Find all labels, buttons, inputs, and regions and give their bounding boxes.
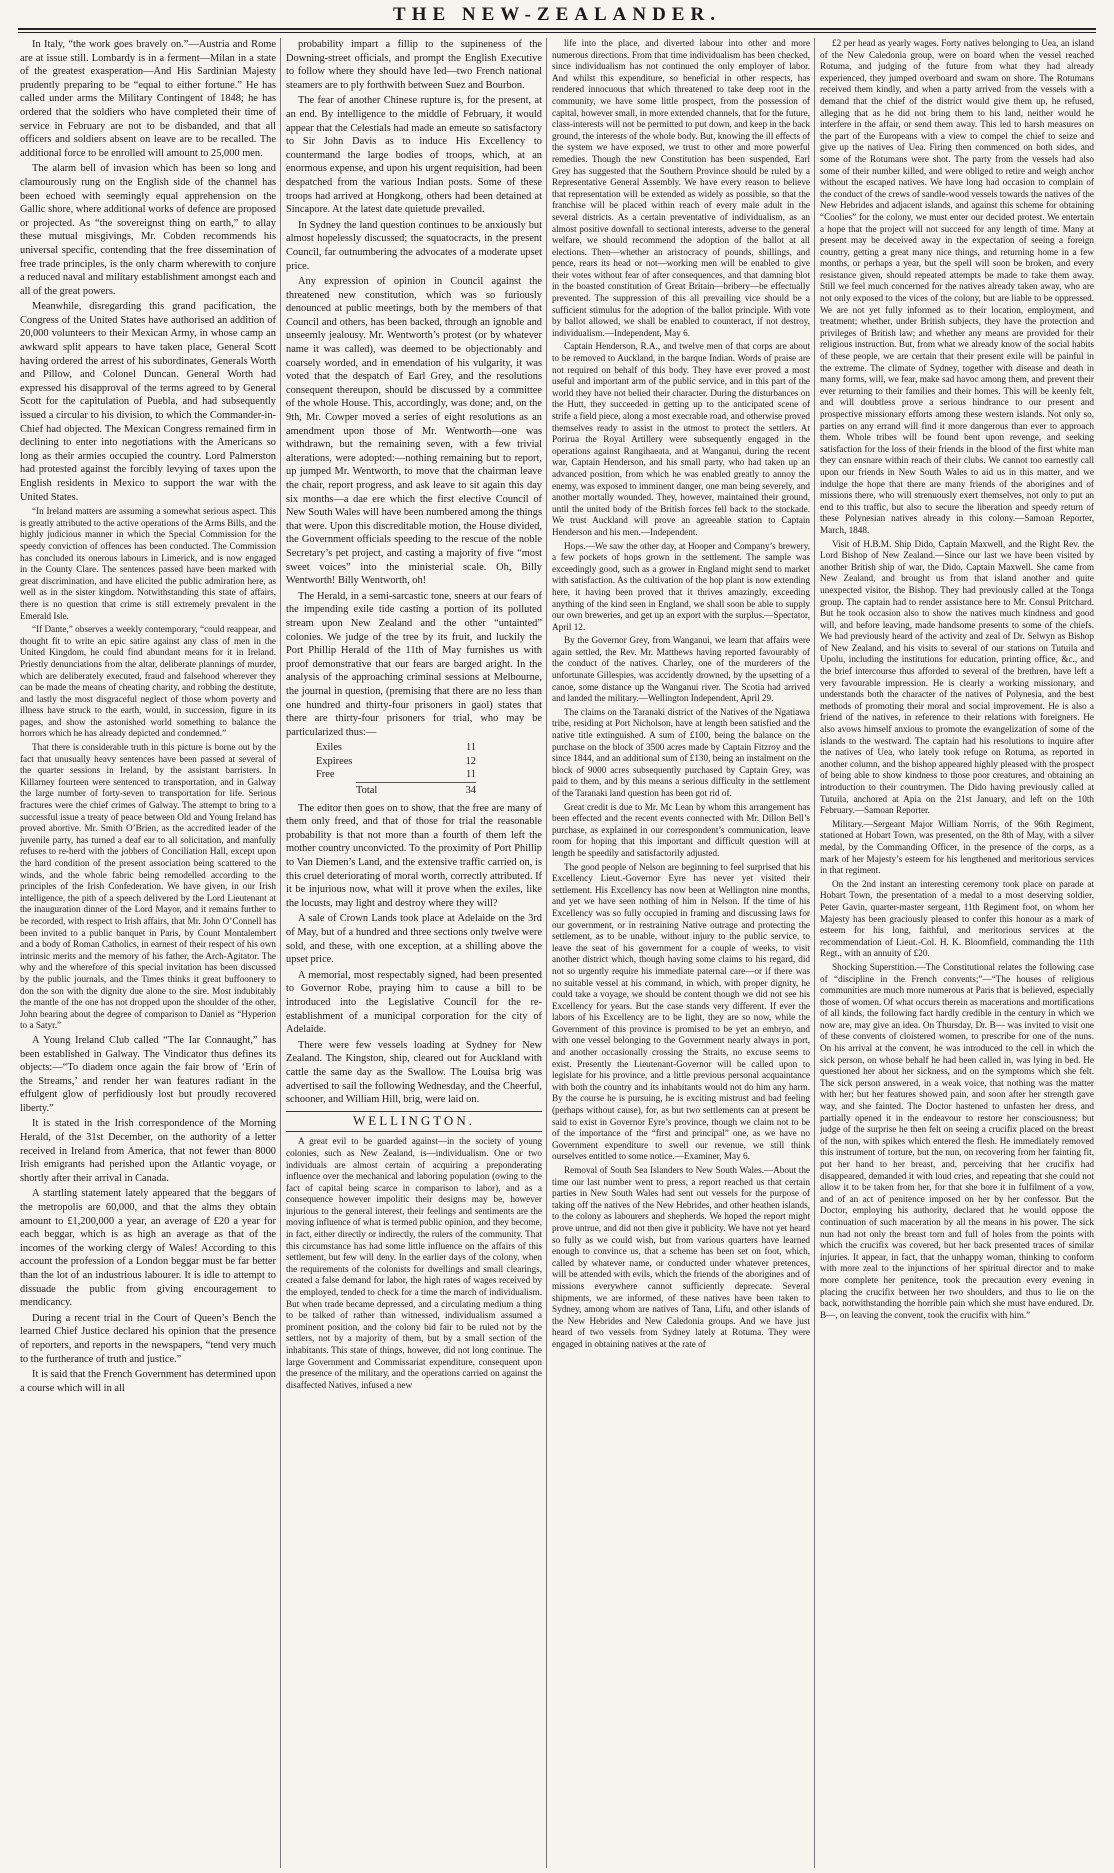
article-paragraph: “If Dante,” observes a weekly contemporary, “could reappear, and thought fit to write an epic satire against any class of men in the United Kingdom, he could find abundant means for it in Ireland. Priestly denunciations from the altar, deliberate plannings of murder, which are deliberately executed, fraud and falsehood wherever they can be made the means of cheating charity, and robbing the destitute, and lastly the most disgraceful neglect of those whom poverty and illness have struck to the earth, would, in succession, figure in its pages, and show the astonished world something to balance the horrors which he has already depicted and condemned.” (20, 624, 276, 739)
article-paragraph: The fear of another Chinese rupture is, for the present, at an end. By intelligence to the middle of February, it would appear that the Celestials had made an emeute so satisfactory to Sir John Davis as to induce His Excellency to countermand the large bodies of troops, which, at an enormous expense, and upon his urgent requisition, had been despatched from the various Indian posts. Some of these troops had arrived at Hongkong, others had been detained at Sincapore. At the latest date quietude prevailed. (286, 95, 542, 216)
article-paragraph: The editor then goes on to show, that the free are many of them only freed, and that of those for trial the reasonable probability is that not more than a fourth of them left the mother country unconvicted. To the proximity of Port Phillip to Van Diemen’s Land, and the extensive traffic carried on, is this cruel deteriorating of moral worth, correctly attributed. If it be injurious now, what will it prove when the exiles, like the locusts, may light and destroy where they will? (286, 802, 542, 909)
tally-total (356, 782, 476, 798)
tally-label: Expirees (316, 755, 353, 767)
article-paragraph: The alarm bell of invasion which has been so long and clamourously rung on the English side of the channel has been echoed with seemingly equal apprehension on the Gallic shore, where additional works of defence are proposed or projected. As “the sovereignst thing on earth,” to allay these mutual misgivings, Mr. Cobden recommends his universal specific, contending that the free dissemination of free trade principles, is the only charm wherewith to conjure a reduced naval and military establishment amongst each and all of the great powers. (20, 163, 276, 297)
article-paragraph: In Sydney the land question continues to be anxiously but almost hopelessly discussed; the squatocracts, in the present Council, far outnumbering the advocates of a moderate upset price. (286, 219, 542, 272)
column-2 (286, 38, 542, 1868)
article-paragraph: During a recent trial in the Court of Queen’s Bench the learned Chief Justice declared his opinion that the presence of reporters, and reports in the newspapers, “tend very much to the furtherance of truth and justice.” (20, 1312, 276, 1365)
article-paragraph: Great credit is due to Mr. Mc Lean by whom this arrangement has been effected and the recent events connected with Mr. Dillon Bell’s purchase, as explained in our correspondent’s communication, leave room for hoping that this important and difficult question will at length be speedily and satisfactorily adjusted. (552, 801, 810, 858)
tally-value: 11 (465, 742, 476, 754)
column-1 (20, 38, 276, 1868)
article-paragraph: £2 per head as yearly wages. Forty natives belonging to Uea, an island of the New Caledonia group, were on board when the vessel reached Rotuma, and judging of the future from what they had already experienced, they jumped overboard and swam on shore. The Rotumans received them kindly, and when a party arrived from the vessels with a demand that the chief of the district would give them up, he refused, alleging that as he did not bring them to his land, neither would he interfere in the affair, or send them away. This led to harsh measures on the part of the Europeans with a view to compel the chief to seize and give up the natives of Uea. Firing then commenced on both sides, and some of the Rotumans were shot. The party from the vessels had also some of their number killed, and were obliged to retire and weigh anchor without the escaped natives. We have long had occasion to complain of the conduct of the crews of sandle-wood vessels towards the natives of the New Hebrides and adjacent islands, and against this scheme for obtaining “Coolies” for the colony, we must enter our decided protest. We entertain a hope that the project will not succeed for any length of time. Many at present may be deceived away in the expectation of seeing a foreign country, getting a great many nice things, and returning home in a few months, or perhaps a year, but the spell will soon be broken, and every resistance given, should repeated attempts be made to take them away. Still we feel much concerned for the natives already taken away, who are not only exposed to the vices of the colony, but are liable to be oppressed. We are not yet fully informed as to their location, employment, and treatment; whether, under British subjects, they have the protection and privileges of British law; and whether any means are provided for their religious instruction. But, from what we already know of the social habits of these people, we are certain that their present exile will be painful in the extreme. The climate of Sydney, together with disease and death in many forms, will, we fear, make sad havoc among them, and prevent their ever returning to their families and their homes. This will be keenly felt, and will doubtless prove a serious hindrance to our present and prospective missionary efforts among these western islands. Not only so, parties on any errand will find it more dangerous than ever to approach them. Whole tribes will be found bent upon revenge, and seeking satisfaction for the loss of their friends in the blood of the first white man they can ensnare within reach of their clubs. We cannot too earnestly call upon our friends in New South Wales to aid us in this matter, and we indulge the hope that there are many friends of the aborigines and of missions there, who will strenuously exert themselves, not only to put an end to this traffic, but also to secure the liberation and speedy return of these Polynesian natives already in this colony.—Samoan Reporter, March, 1848. (820, 38, 1094, 535)
article-paragraph: Visit of H.B.M. Ship Dido, Captain Maxwell, and the Right Rev. the Lord Bishop of New Zealand.—Since our last we have been visited by another British ship of war, the Dido, Captain Maxwell. She came from New Zealand, and brought us from that island another and quite unexpected visitor, the Bishop. They had previously called at the Tonga group. The captain had to render assistance here to Mr. Consul Pritchard. But he took occasion also to show the natives much kindness and good will, and before leaving, made handsome presents to some of the chiefs. We had previously heard of the activity and zeal of Dr. Selwyn as Bishop of New Zealand, and his visits to several of our stations on Tutuila and Upolu, including the institutions for education, printing office, &c., and the brief intercourse thus afforded to several of the brethren, have left a very favourable impression. He is clearly a working missionary, and understands both the character of the natives of Polynesia, and the best methods of promoting their moral and social improvement. He is also a friend of the natives, in reference to their relations with foreigners. He also avows himself anxious to promote the evangelization of some of the islands to the westward. The captain had his resolutions to inquire after the natives of Uea, who lately took refuge on Rotuma, as reported in another column, and the bishop appeared highly pleased with the prospect of being able to show kindness to those poor creatures, and obtaining an introduction to their countrymen. The Dido having previously called at Tutuila, anchored at Apia on the 21st January, and left on the 10th February.—Samoan Reporter. (820, 538, 1094, 816)
column-divider (280, 38, 281, 1868)
article-paragraph: Meanwhile, disregarding this grand pacification, the Congress of the United States have authorised an addition of 20,000 volunteers to their Mexican Army, in whose camp an awkward split appears to have taken place, General Scott having ordered the arrest of his subordinates, Generals Worth and Pillow, and Colonel Duncan. General Worth had expressed his disapproval of the terms agreed to by General Scott for the capitulation of Puebla, and had subsequently issued a circular to his division, to which the Commander-in-Chief had objected. The Mexican Congress remained firm in declining to enter into negotiations with the Americans so long as their armies occupied the country. Lord Palmerston had protested against the forcibly levying of taxes upon the English residents in Mexico to support the war with the United States. (20, 301, 276, 503)
article-paragraph: Captain Henderson, R.A., and twelve men of that corps are about to be removed to Auckland, in the barque Indian. Words of praise are not required on behalf of this body. They have ever proved a most useful and important arm of the public service, and in this part of the world they have not belied their character. During the disturbances on the Hutt, they succeeded in getting up to the anticipated scene of strife a field piece, along a most execrable road, and otherwise proved themselves ready to assist in the utmost to protect the settlers. At Porirua the Royal Artillery were subsequently engaged in the operations against Rangihaeata, and at Wanganui, during the recent war, Captain Henderson, and his small party, who had taken up an advanced position, from which he was enabled greatly to annoy the enemy, was exposed to imminent danger, one man being severely, and another mortally wounded. They, however, maintained their ground, until the united body of the British forces fell back to the stockade. We trust Auckland will prove an agreeable station to Captain Henderson and his men.—Independent. (552, 341, 810, 537)
article-paragraph: Shocking Superstition.—The Constitutional relates the following case of “discipline in the French convents;”—“The houses of religious communities are much more numerous at Paris that is believed, especially those of women. Of what occurs therein as macerations and mortifications of all kinds, the following fact hardly credible in the century in which we now are, may give an idea. On Thursday, Dr. B— was invited to visit one of these convents of cloistered women, to prescribe for one of the nuns. On his arrival at the convent, he was introduced to the cell in which the sick person, on whose behalf he had been called in, was lying in bed. He questioned her about her sickness, and on the symptoms which she felt. The sick person answered, in a weak voice, that nothing was the matter with her; but her features showed pain, and soon after her strength gave way, and she fainted. The Doctor hastened to unfasten her dress, and partially opened it in the endeavour to restore her consciousness; but judge of the surprise he then felt on seeing a crucifix placed on the breast of the nun, with spikes which entered the flesh. He immediately removed this instrument of torture, but the nun, on recovering from her fainting fit, put her hand to her breast, and, perceiving that her crucifix had disappeared, demanded it with loud cries, and repeating that she could not allow it to be taken from her, for that she bore it in fulfilment of a vow, and of an act of penitence imposed on her by her confessor. But the Doctor, employing his authority, declared that he would oppose the continuation of such maceration by all the means in his power. The sick nun had not only the breast torn and full of holes from the points with which the crucifix was covered, but her back presented traces of similar injuries. It appear, in fact, that the unhappy woman, thinking to conform with more zeal to the injunctions of her spiritual director and to make more complete her penitence, took the precaution every evening in placing the crucifix between her two shoulders, and thus to lie on the back, notwithstanding the horrible pain which she must have endured. Dr. B—, on leaving the convent, took the crucifix with him.” (820, 961, 1094, 1320)
article-paragraph: There were few vessels loading at Sydney for New Zealand. The Kingston, ship, cleared out for Auckland with cattle the same day as the Swallow. The Louisa brig was advertised to sail the following Wednesday, and the Cheerful, schooner, and William Hill, brig, were laid on. (286, 1039, 542, 1106)
article-paragraph: Hops.—We saw the other day, at Hooper and Company’s brewery, a few pockets of hops grown in the settlement. The sample was exceedingly good, such as a grower in England might send to market with satisfaction. As the cultivation of the hop plant is now extending here, it having been proved that it thrives amazingly, exceeding anything of the kind seen in England, we shall soon be able to supply our own breweries, and get up an export with the surplus.—Spectator, April 12. (552, 540, 810, 632)
tally-total-label: Total (356, 785, 378, 797)
prisoner-tally (316, 741, 476, 797)
article-paragraph: “In Ireland matters are assuming a somewhat serious aspect. This is greatly attributed to the active operations of the Arms Bills, and the highly judicious manner in which the Special Commission for the speedy conviction of offences has been conducted. The Commission has concluded its onerous labours in Limerick, and is now engaged in the County Clare. The sentences passed have been marked with great discrimination, and have elicited the public admiration here, as well as in the sister kingdom. Notwithstanding this state of affairs, there is no question that crime is still extremely prevalent in the Emerald Isle. (20, 506, 276, 621)
tally-total-value: 34 (465, 785, 476, 797)
tally-value: 11 (465, 769, 476, 781)
article-paragraph: A Young Ireland Club called “The Iar Connaught,” has been established in Galway. The Vindicator thus defines its objects:—“To diadem once again the fair brow of ‘Erin of the Streams,’ and render her wan features radiant in the effulgent glow of perfidiously lost but proudly recovered liberty.” (20, 1034, 276, 1114)
masthead-rule (18, 28, 1096, 30)
masthead-rule-thin (18, 32, 1096, 33)
article-paragraph: A sale of Crown Lands took place at Adelaide on the 3rd of May, but of a hundred and three sections only twelve were sold, and these, with one exception, at a shilling above the upset price. (286, 913, 542, 966)
article-paragraph: By the Governor Grey, from Wanganui, we learn that affairs were again settled, the Rev. Mr. Matthews having reported favourably of the conduct of the natives. Charley, one of the murderers of the unfortunate Gillespies, was accidently drowned, by the upsetting of a canoe, some distance up the Wanganui river. The Scotia had arrived and landed the military.—Wellington Independent, April 29. (552, 635, 810, 704)
tally-value: 12 (465, 755, 476, 767)
wellington-paragraph: A great evil to be guarded against—in the society of young colonies, such as New Zealand, is—individualism. One or two individuals are almost certain of acquiring a preponderating influence over the mechanical and laboring population (owing to the fact of capital being scarce in comparison to labor), and as a consequence however impolitic their designs may be, however injurious to the general interest, their feelings and sentiments are the moving influence of what is termed public opinion, and they become, in fact, either directly or indirectly, the rulers of the community. That this circumstance has had some little influence on the affairs of this settlement, but few will deny. In the earlier days of the colony, when the requirements of the colonists for dwellings and small clearings, created a false demand for labor, the high rates of wages received by the employed, tended to check for a time the march of individualism. But when trade became depressed, and a circulating medium a thing to be talked of rather than witnessed, individualism assumed a prominent position, and the colony bid fair to be ruled not by the settlers, not by a majority of them, but by a small section of the inhabitants. This state of things, however, did not long continue. The large Government and Commissariat expenditure, consequent upon the presence of the military, and the operations carried on against the disaffected Natives, infused a new (286, 1136, 542, 1390)
column-2-text-continued (286, 802, 542, 1107)
article-paragraph: It is said that the French Government has determined upon a course which will in all (20, 1369, 276, 1394)
tally-label: Free (316, 769, 335, 781)
tally-label: Exiles (316, 742, 342, 754)
article-paragraph: life into the place, and diverted labour into other and more numerous directions. From that time individualism has been checked, since individualism has not continued the only employer of labor. And whilst this expenditure, so beneficial in other respects, has rendered innocuous that which threatened to take deep root in the community, we have some little prospect, from the possession of capital, however small, in more extended channels, that for the future, class-interests will not be permitted to put down, and keep in the back ground, the interests of the whole body. But, knowing the ill effects of the system we have exposed, we trust to other and more powerful remedies. Though the new Constitution has been suspended, Earl Grey has suggested that the Southern Province should be ruled by a Representative General Assembly. We have every reason to believe that representation will be extended as widely as possible, so that the franchise will be placed within reach of every male adult in the several districts. As a certain preventative of individualism, as an almost positive downfall to sectional interests, adverse to the general welfare, we should recommend the adoption of the ballot at all elections. Then—whether an aristocracy of pounds, shillings, and pence, rears its head or not—working men will be enabled to give their votes without fear of after consequences, and that damning blot in the boasted constitution of Great Britain—bribery—be effectually prevented. The suppression of this all prevailing vice should be a sufficient stimulus for the adoption of the ballot principle. With vote by ballot allowed, we shall be enabled to counteract, if not destroy, individualism.—Independent, May 6. (552, 38, 810, 338)
column-divider (814, 38, 815, 1868)
article-paragraph: In Italy, “the work goes bravely on.”—Austria and Rome are at issue still. Lombardy is in a ferment—Milan in a state of the greatest exasperation—And His Sardinian Majesty prudently preparing to be “equal to either fortune.” He has called under arms the Military Contingent of 1848; he has ordered that the soldiers who have completed their time of service in February are not to be disbanded, and that all officers and soldiers absent on leave are to be recalled. The additional force to be enrolled will amount to 25,000 men. (20, 39, 276, 159)
masthead: THE NEW-ZEALANDER. (393, 4, 721, 25)
article-paragraph: Military.—Sergeant Major William Norris, of the 96th Regiment, stationed at Hobart Town, was presented, on the 8th of May, with a silver medal, by the Commanding Officer, in the presence of the corps, as a mark of her Majesty’s esteem for his lengthened and meritorious services in that regiment. (820, 818, 1094, 876)
column-4 (820, 38, 1094, 1868)
article-paragraph: On the 2nd instant an interesting ceremony took place on parade at Hobart Town, the presentation of a medal to a most deserving soldier, Peter Gavin, quarter-master sergeant, 11th Regiment foot, on whom her Majesty has been graciously pleased to confer this honour as a mark of esteem for his long, faithful, and meritorious services at the recommendation of Lieut.-Col. H. K. Bloomfield, commanding the 11th Regt., with an annuity of £20. (820, 878, 1094, 959)
column-divider (546, 38, 547, 1868)
article-paragraph: A startling statement lately appeared that the beggars of the metropolis are 60,000, and that the alms they obtain amount to £1,200,000 a year, an average of £20 a year for each beggar, which is as high an average as that of the incomes of the working clergy of Wales! According to this account the profession of a London beggar must be far better than the lot of an industrious labourer. It is idle to attempt to dissuade the public from giving encouragement to mendicancy. (20, 1188, 276, 1309)
column-3 (552, 38, 810, 1868)
wellington-article (286, 1136, 542, 1391)
tally-row (316, 768, 476, 782)
section-title-wellington: WELLINGTON. (353, 1112, 475, 1128)
article-paragraph: The Herald, in a semi-sarcastic tone, sneers at our fears of the impending exile tide casting a portion of its polluted stream upon New Zealand and the other “untainted” colonies. We judge of the tree by its fruit, and luckily the Port Phillip Herald of the 11th of May furnishes us with proof demonstrative that our fears are barged aright. In the analysis of the approaching criminal sessions at Melbourne, the journal in question, (premising that there are no less than one hundred and thirty-four prisoners in gaol) states that there are thirty-four prisoners for trial, who may be particularized thus:— (286, 590, 542, 738)
article-paragraph: A memorial, most respectably signed, had been presented to Governor Robe, praying him to cause a bill to be introduced into the Legislative Council for the re-establishment of a municipal corporation for the city of Adelaide. (286, 969, 542, 1036)
column-2-text (286, 38, 542, 739)
article-paragraph: It is stated in the Irish correspondence of the Morning Herald, of the 31st December, on the authority of a letter received in Ireland from America, that not fewer than 8000 Irish emigrants had perished upon the Atlantic voyage, or shortly after their arrival in Canada. (20, 1118, 276, 1184)
section-rule (286, 1111, 542, 1112)
article-paragraph: That there is considerable truth in this picture is borne out by the fact that unusually heavy sentences have been passed at several of the quarter sessions in Ireland, by the assistant barristers. In Killarney fourteen were sentenced to transportation, and in Galway the large number of forty-seven to transportation for life. Serious fractures were the chief crimes of Galway. The attempt to bring to a successful issue a treaty of peace between Old and Young Ireland has proved abortive. Mr. Smith O’Brien, as the accredited leader of the juvenile party, has turned a deaf ear to all solicitation, and manfully refuses to re-herd with the jobbers of Conciliation Hall, except upon the hard condition of the present association being scattered to the winds, and the whole fabric being remodelled according to the principles of the Irish Confederation. We have given, in our Irish intelligence, the pith of a speech delivered by the Lord Lieutenant at the inauguration dinner of the Lord Mayor, and it remains further to be recorded, with respect to Irish affairs, that Mr. John O’Connell has been invited to a public banquet in Paris, by Count Montalembert and a body of Roman Catholics, in earnest of their respect of his own intrinsic merits and the memory of his father, the Arch-Agitator. The why and the wherefore of this special invitation has been discussed by the public journals, and the Times thinks it great buffoonery to don the son with the dignity due alone to the sire. Most indubitably the mantle of the one has not dropped upon the shoulder of the other, John bearing about the degree of comparison to Daniel as “Hyperion to a Satyr.” (20, 742, 276, 1031)
article-paragraph: probability impart a fillip to the supineness of the Downing-street officials, and prompt the English Executive to follow where they should have led—two French national steamers are to ply forthwith between Suez and Bourbon. (286, 39, 542, 91)
section-rule (286, 1131, 542, 1132)
article-paragraph: Any expression of opinion in Council against the threatened new constitution, which was so furiously denounced at public meetings, both by the members of that Council and others, has been backed, through an ignoble and unseemly jealousy. Mr. Wentworth’s protest (or by whatever name it was called), was deemed to be objectionably and coarsely worded, and in emendation of his vulgarity, it was voted that the despatch of Earl Grey, and the resolutions consequent thereupon, should be discussed by a committee of the whole House. This, accordingly, was done; and, on the 9th, Mr. Cowper moved a series of eight resolutions as an amendment upon those of Mr. Wentworth—one was withdrawn, but the remaining seven, with a few trivial alterations, were adopted:—nothing remaining but to report, up jumped Mr. Wentworth, to move that the chairman leave the chair, report progress, and ask leave to sit again this day six months—a dae ere which the first elective Council of New South Wales will have been numbered among the things that were. Upon this discreditable motion, the House divided, the Government officials speeding to the rescue of the noble Secretary’s pet project, and casting a majority of five “most sweet voices” into the ministerial scale. Oh, Billy Wentworth! Billy Wentworth, oh! (286, 276, 542, 587)
tally-row (316, 755, 476, 769)
article-paragraph: The good people of Nelson are beginning to feel surprised that his Excellency Lieut.-Governor Eyre has never yet visited their settlement. His Excellency has now been at Wellington nine months, and yet we have seen nothing of him in Nelson. If the time of his Excellency was so fully occupied in framing and discussing laws for our government, or in restraining Native outrage and protecting the settlement, as to be unable, without injury to the public service, to leave the seat of his government for a couple of weeks, to visit another district which, though having some claims to his regard, did not so urgently require his immediate paternal care—or if there was no suitable vessel at his command, in which, with proper dignity, he could take a voyage, we should be content though we did not see his Excellency for years. But the case stands very different. If ever the labors of his Excellency are to be light, they are so now, while the Government of this province is promised to be yet an embryo, and with one vessel belonging to the Government nearly always in port, and another occasionally crossing the Straits, no excuse seems to exist. Presently the Lieutenant-Governor will be called upon to legislate for his province, and a little previous personal acquaintance with both the country and its inhabitants would not do him any harm. By the course he is pursuing, he is exciting mistrust and bad feeling (perhaps without cause), for, as but two settlements can at present be said to exist in Governor Eyre’s province, though we claim not to be of the importance of the “first and principal” one, as we have no Government expenditure to swell our revenue, we still think ourselves entitled to some notice.—Examiner, May 6. (552, 861, 810, 1162)
article-paragraph: Removal of South Sea Islanders to New South Wales.—About the time our last number went to press, a report reached us that certain parties in New South Wales had sent out vessels for the purpose of taking off the natives of the New Hebrides, and other heathen islands, to the colony as labourers and shepherds. We hoped the report might prove untrue, and did not then give it publicity. We have not yet heard so fully as we could wish, but from various quarters have learned enough to convince us, that a scheme has been set on foot, which, called by whatever name, or conducted under whatever pretences, will be attended with evils, which the friends of the aborigines and of missions everywhere cannot sufficiently deprecate. Several shipments, we are informed, of these natives have been taken to Sydney, among whom are natives of Tana, Lifu, and other islands of the New Hebrides and New Caledonia groups. And we have just heard of two vessels from Sydney lately at Rotuma. They were engaged in obtaining natives at the rate of (552, 1165, 810, 1349)
article-paragraph: The claims on the Taranaki district of the Natives of the Ngatiawa tribe, residing at Port Nicholson, have at length been satisfied and the native title extinguished. A sum of £100, being the balance on the purchase on the block of 3500 acres made by Captain Fitzroy and the since 1844, and an additional sum of £130, being an instalment on the block of 9000 acres subsequently purchased by Captain Grey, was paid to them, and by this means a serious difficulty in the settlement of the Taranaki land question has been got rid of. (552, 706, 810, 798)
tally-row (316, 741, 476, 755)
